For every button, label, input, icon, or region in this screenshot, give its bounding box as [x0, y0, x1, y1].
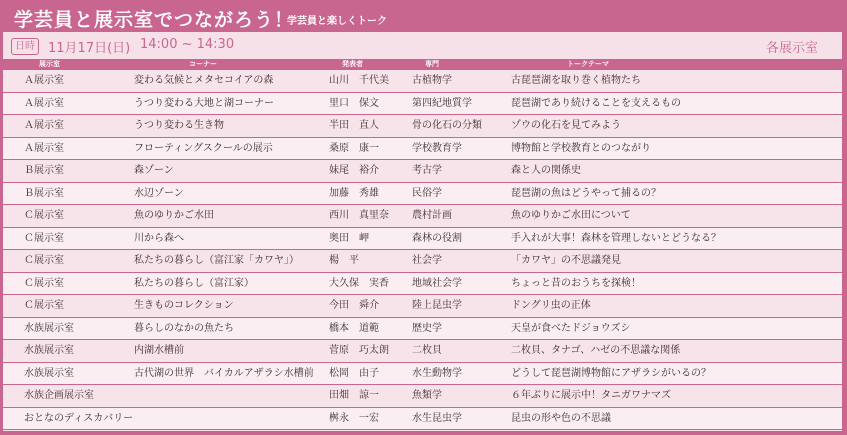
presenter-cell: 半田 直人	[329, 120, 379, 131]
presenter-cell: 妹尾 裕介	[329, 165, 379, 176]
presenter-cell: 松岡 由子	[329, 367, 379, 379]
room-cell: Ａ展示室	[24, 97, 64, 109]
room-cell: Ｃ展示室	[24, 210, 64, 221]
title-bar	[0, 0, 847, 32]
corner-cell: うつり変わる生き物	[134, 120, 224, 131]
table-body	[3, 70, 842, 430]
presenter-cell: 山川 千代美	[329, 75, 389, 86]
theme-cell: 「カワヤ」の不思議発見	[511, 255, 621, 266]
event-time: 14:00 ~ 14:30	[140, 37, 235, 52]
room-cell: Ｃ展示室	[24, 255, 64, 266]
field-cell: 考古学	[412, 165, 442, 176]
corner-cell: 魚のゆりかご水田	[134, 210, 214, 221]
room-cell: Ｃ展示室	[24, 232, 64, 244]
corner-cell: フローティングスクールの展示	[134, 142, 273, 154]
theme-cell: 琵琶湖であり続けることを支えるもの	[511, 97, 681, 109]
table-row	[3, 70, 842, 93]
theme-cell: 二枚貝、タナゴ、ハゼの不思議な関係	[511, 345, 681, 356]
table-row	[3, 228, 842, 251]
field-cell: 社会学	[412, 255, 442, 266]
presenter-cell: 加藤 秀雄	[329, 187, 379, 199]
table-row	[3, 385, 842, 408]
presenter-cell: 西川 真里奈	[329, 210, 389, 221]
table-header	[3, 59, 842, 70]
table-row	[3, 183, 842, 206]
presenter-cell: 奥田 岬	[329, 232, 369, 244]
theme-cell: 琵琶湖の魚はどうやって捕るの？	[511, 187, 661, 199]
room-cell: Ｃ展示室	[24, 300, 64, 311]
field-cell: 二枚貝	[412, 345, 442, 356]
corner-cell: 川から森へ	[134, 232, 184, 244]
table-row	[3, 295, 842, 318]
table-row	[3, 160, 842, 183]
column-header-presenter: 発表者	[342, 60, 363, 68]
event-info-row	[3, 32, 842, 58]
corner-cell: 私たちの暮らし（富江家）	[134, 277, 254, 289]
table-row	[3, 250, 842, 273]
event-place: 各展示室	[765, 41, 818, 56]
room-cell: 水族展示室	[24, 345, 74, 356]
corner-cell: 私たちの暮らし（富江家「カワヤ」）	[134, 255, 299, 266]
presenter-cell: 桝永 一宏	[329, 412, 379, 424]
presenter-cell: 楊 平	[329, 255, 359, 266]
room-cell: 水族展示室	[24, 322, 74, 334]
corner-cell: 変わる気候とメタセコイアの森	[134, 75, 274, 86]
room-cell: Ａ展示室	[24, 142, 64, 154]
presenter-cell: 田畑 諒一	[329, 390, 379, 401]
presenter-cell: 今田 舜介	[329, 300, 379, 311]
theme-cell: ゾウの化石を見てみよう	[511, 120, 621, 131]
field-cell: 骨の化石の分類	[412, 120, 482, 131]
column-header-corner: コーナー	[189, 60, 217, 68]
corner-cell: 内湖水槽前	[134, 345, 184, 356]
room-cell: Ｂ展示室	[24, 187, 64, 199]
field-cell: 第四紀地質学	[412, 97, 472, 109]
theme-cell: 手入れが大事！森林を管理しないとどうなる？	[511, 232, 721, 244]
theme-cell: 森と人の関係史	[511, 165, 581, 176]
theme-cell: 博物館と学校教育とのつながり	[511, 142, 651, 154]
column-header-room: 展示室	[39, 60, 60, 68]
page-subtitle: 学芸員と楽しくトーク	[287, 16, 387, 27]
theme-cell: 古琵琶湖を取り巻く植物たち	[511, 75, 641, 86]
table-row	[3, 205, 842, 228]
field-cell: 民俗学	[412, 187, 442, 199]
theme-cell: 魚のゆりかご水田について	[511, 210, 631, 221]
column-header-field: 専門	[425, 60, 439, 68]
table-row	[3, 93, 842, 116]
datetime-badge: 日時	[11, 38, 39, 55]
theme-cell: ドングリ虫の正体	[511, 300, 591, 311]
field-cell: 農村計画	[412, 210, 452, 221]
corner-cell: 暮らしのなかの魚たち	[134, 322, 234, 334]
field-cell: 陸上昆虫学	[412, 300, 462, 311]
theme-cell: 天皇が食べたドジョウズシ	[511, 322, 631, 334]
corner-cell: うつり変わる大地と湖コーナー	[134, 97, 274, 109]
table-row	[3, 408, 842, 431]
field-cell: 水生動物学	[412, 367, 462, 379]
room-cell: おとなのディスカバリー	[24, 412, 134, 424]
presenter-cell: 菅原 巧太朗	[329, 345, 389, 356]
presenter-cell: 大久保 実香	[329, 277, 389, 289]
theme-cell: 昆虫の形や色の不思議	[511, 412, 611, 424]
theme-cell: どうして琵琶湖博物館にアザラシがいるの？	[511, 367, 711, 379]
table-row	[3, 115, 842, 138]
field-cell: 森林の役割	[412, 232, 462, 244]
event-date: 11月17日(日)	[48, 41, 131, 56]
column-header-theme: トークテーマ	[567, 60, 609, 68]
presenter-cell: 桑原 康一	[329, 142, 379, 154]
room-cell: Ｃ展示室	[24, 277, 64, 289]
presenter-cell: 橋本 道範	[329, 322, 379, 334]
corner-cell: 森ゾーン	[134, 165, 174, 176]
room-cell: Ａ展示室	[24, 120, 64, 131]
theme-cell: ６年ぶりに展示中！タニガワナマズ	[511, 390, 671, 401]
table-row	[3, 273, 842, 296]
room-cell: Ａ展示室	[24, 75, 64, 86]
field-cell: 歴史学	[412, 322, 442, 334]
field-cell: 水生昆虫学	[412, 412, 462, 424]
table-row	[3, 340, 842, 363]
room-cell: 水族企画展示室	[24, 390, 94, 401]
schedule-panel	[3, 32, 842, 431]
table-row	[3, 138, 842, 161]
page-title: 学芸員と展示室でつながろう！	[14, 9, 295, 31]
field-cell: 学校教育学	[412, 142, 462, 154]
field-cell: 魚類学	[412, 390, 442, 401]
theme-cell: ちょっと昔のおうちを探検！	[511, 277, 641, 289]
corner-cell: 古代湖の世界 バイカルアザラシ水槽前	[134, 367, 314, 379]
field-cell: 古植物学	[412, 75, 452, 86]
corner-cell: 生きものコレクション	[134, 300, 234, 311]
room-cell: 水族展示室	[24, 367, 74, 379]
presenter-cell: 里口 保文	[329, 97, 379, 109]
corner-cell: 水辺ゾーン	[134, 187, 184, 199]
field-cell: 地域社会学	[412, 277, 462, 289]
room-cell: Ｂ展示室	[24, 165, 64, 176]
table-row	[3, 363, 842, 386]
table-row	[3, 318, 842, 341]
